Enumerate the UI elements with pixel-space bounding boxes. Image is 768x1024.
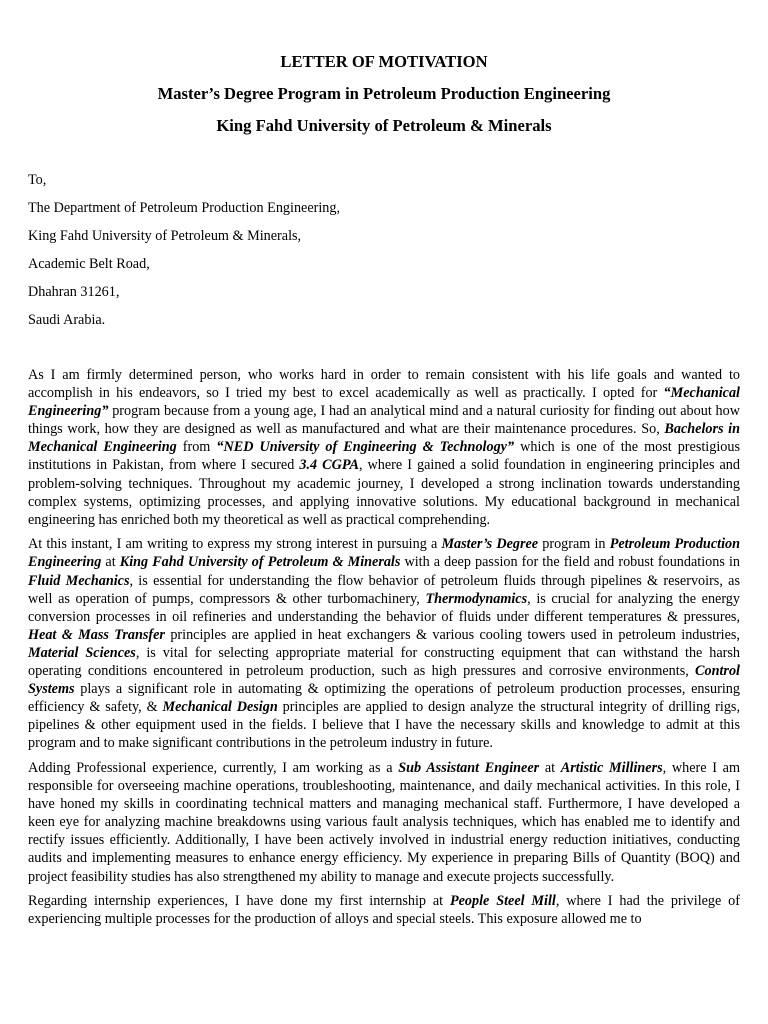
emphasis-text: “NED University of Engineering & Technology” xyxy=(216,439,515,456)
emphasis-text: People Steel Mill xyxy=(449,893,556,910)
emphasis-text: “Mechanical Engineering” xyxy=(28,385,740,420)
emphasis-text: Thermodynamics xyxy=(425,590,528,607)
emphasis-text: Mechanical Design xyxy=(162,699,278,716)
address-university: King Fahd University of Petroleum & Minerals, xyxy=(28,228,302,244)
emphasis-text: 3.4 CGPA xyxy=(299,457,359,474)
address-country: Saudi Arabia. xyxy=(28,312,106,328)
emphasis-text: King Fahd University of Petroleum & Minerals xyxy=(119,554,401,571)
program-title: Master’s Degree Program in Petroleum Production Engineering xyxy=(157,84,611,103)
letter-header xyxy=(0,52,768,148)
letter-title: LETTER OF MOTIVATION xyxy=(280,52,488,71)
address-city: Dhahran 31261, xyxy=(28,284,120,300)
address-salutation: To, xyxy=(28,172,47,188)
emphasis-text: Fluid Mechanics xyxy=(28,572,130,589)
emphasis-text: Sub Assistant Engineer xyxy=(398,759,540,776)
paragraph-interest: At this instant, I am writing to express my strong interest in pursuing a Master’s Degree program in Petroleum Production Engineering at King Fahd University of Petroleum & Minerals with a deep passion for the field and robust foundations in Fluid Mechanics, is essential for understanding the flow behavior of petroleum fluids through pipelines & reservoirs, as well as operation of pumps, compressors & other turbomachinery, Thermodynamics, is crucial for analyzing the energy conversion processes in oil refineries and understanding the behavior of fluids under different temperatures & pressures, Heat & Mass Transfer principles are applied in heat exchangers & various cooling towers used in petroleum industries, Material Sciences, is vital for selecting appropriate material for constructing equipment that can withstand the harsh operating conditions encountered in petroleum production, such as high pressures and corrosive environments, Control Systems plays a significant role in automating & optimizing the operations of petroleum production processes, ensuring efficiency & safety, & Mechanical Design principles are applied to design analyze the structural integrity of drilling rigs, pipelines & other equipment used in the fields. I believe that I have the necessary skills and knowledge to admit at this program and to make significant contributions in the petroleum industry in future. xyxy=(28,536,741,752)
emphasis-text: Artistic Milliners xyxy=(560,759,663,776)
university-title: King Fahd University of Petroleum & Minerals xyxy=(216,116,552,135)
paragraph-internship: Regarding internship experiences, I have done my first internship at People Steel Mill, where I had the privilege of experiencing multiple processes for the production of alloys and special steels. This exposure allowed me to xyxy=(28,893,740,928)
address-department: The Department of Petroleum Production Engineering, xyxy=(28,200,341,216)
emphasis-text: Petroleum Production Engineering xyxy=(28,536,740,571)
letter-body xyxy=(28,366,740,935)
recipient-address xyxy=(28,172,340,340)
emphasis-text: Bachelors in Mechanical Engineering xyxy=(28,421,741,456)
emphasis-text: Heat & Mass Transfer xyxy=(28,626,165,643)
emphasis-text: Master’s Degree xyxy=(441,536,539,553)
paragraph-education: As I am firmly determined person, who works hard in order to remain consistent with his life goals and wanted to accomplish in his endeavors, so I tried my best to excel academically as well as practically. I opted for “Mechanical Engineering” program because from a young age, I had an analytical mind and a natural curiosity for finding out about how things work, how they are designed as well as manufactured and what are their maintenance procedures. So, Bachelors in Mechanical Engineering from “NED University of Engineering & Technology” which is one of the most prestigious institutions in Pakistan, from where I secured 3.4 CGPA, where I gained a solid foundation in engineering principles and problem-solving techniques. Throughout my academic journey, I developed a strong inclination towards understanding complex systems, optimizing processes, and applying innovative solutions. My educational background in mechanical engineering has enriched both my theoretical as well as practical comprehending. xyxy=(28,367,741,528)
paragraph-experience: Adding Professional experience, currently, I am working as a Sub Assistant Engineer at Artistic Milliners, where I am responsible for overseeing machine operations, troubleshooting, maintenance, and daily mechanical activities. In this role, I have honed my skills in coordinating technical matters and managing mechanical staff. Furthermore, I have developed a keen eye for analyzing machine breakdowns using various fault analysis techniques, which has enabled me to identify and rectify issues efficiently. Additionally, I have been actively involved in industrial energy reduction initiatives, conducting audits and implementing measures to enhance energy efficiency. My experience in preparing Bills of Quantity (BOQ) and project feasibility studies has also strengthened my ability to manage and execute projects successfully. xyxy=(28,759,740,885)
emphasis-text: Control Systems xyxy=(28,663,740,698)
address-road: Academic Belt Road, xyxy=(28,256,150,272)
emphasis-text: Material Sciences xyxy=(28,644,136,661)
